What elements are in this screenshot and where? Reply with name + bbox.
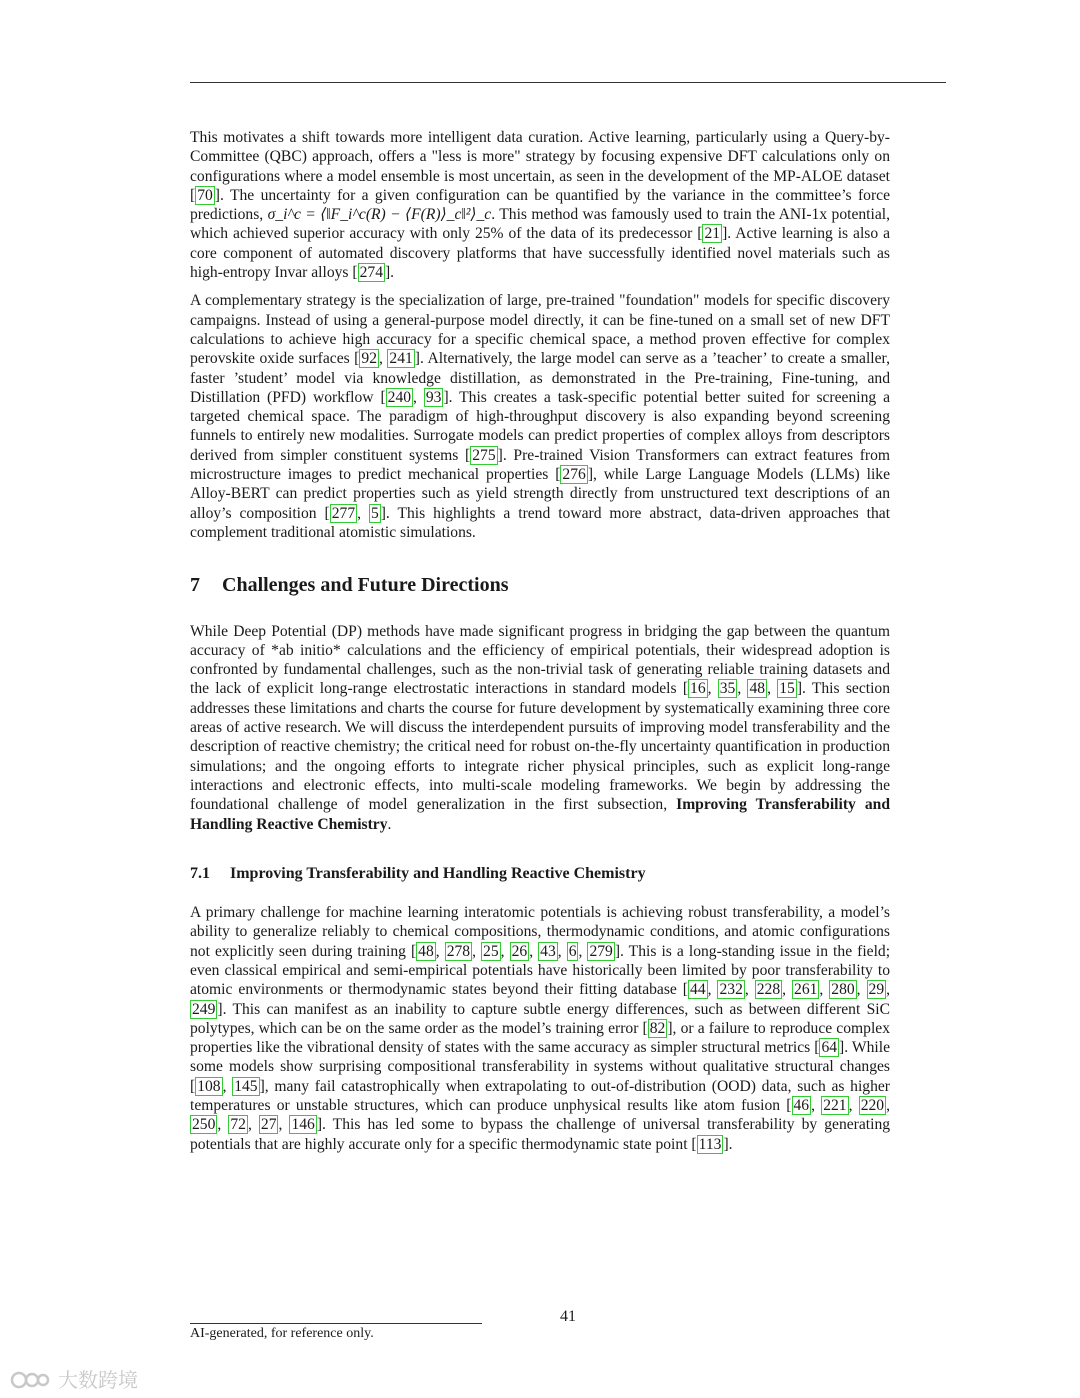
page-number: 41 [560,1308,576,1325]
citation-link[interactable]: 232 [719,981,743,999]
citation-link[interactable]: 274 [359,264,383,282]
citation-link[interactable]: 48 [418,942,434,960]
citation-link[interactable]: 16 [690,680,706,698]
citation-link[interactable]: 145 [234,1077,258,1095]
watermark [10,1364,138,1393]
citation-link[interactable]: 249 [192,1000,216,1018]
citation-link[interactable]: 46 [793,1097,810,1115]
citation-link[interactable]: 15 [779,680,795,698]
citation-link[interactable]: 278 [446,942,471,960]
citation-link[interactable]: 241 [389,350,413,368]
subsection-title: Improving Transferability and Handling Reactive Chemistry [230,864,646,882]
citation-link[interactable]: 279 [589,942,613,960]
citation-link[interactable]: 27 [260,1116,277,1134]
paragraph-active-learning: This motivates a shift towards more intelligent data curation. Active learning, particularly using a Query-by-Committee (QBC) approach, offers a "less is more" strategy by focusing expensive DFT calculations only on configurations where a model ensemble is most uncertain, as seen in the development of the MP-ALOE dataset [ 70 ]. The uncertainty for a given configuration can be quantified by the variance in the committee’s force predictions, σ_i^c = ⟨‖F_i^c(R) − ⟨F(R)⟩_c‖²⟩_c. This method was famously used to train the ANI-1x potential, which achieved superior accuracy with only 25% of the data of its predecessor [ 21 ]. Active learning is also a core component of automated discovery platforms that have successfully identified novel materials such as high-entropy Invar alloys [ 274 ]. [190,129,890,282]
citation-link[interactable]: 21 [704,225,721,243]
brand-logo-icon [10,1368,52,1390]
citation-link[interactable]: 220 [860,1097,885,1115]
section-heading [190,576,890,595]
citation-link[interactable]: 280 [831,981,855,999]
citation-link[interactable]: 261 [794,981,818,999]
citation-link[interactable]: 70 [197,186,213,204]
citation-link[interactable]: 35 [719,680,736,698]
watermark-text: 大数跨境 [58,1368,138,1392]
citation-link[interactable]: 250 [192,1116,216,1134]
paragraph-transferability: A primary challenge for machine learning interatomic potentials is achieving robust transferability, a model’s ability to generalize reliably to chemical compositions, thermodynamic conditions, and atomic configurations not explicitly seen during training [ 48 , 278 , 25 , 26 , 43 , 6 , 279 ]. This is a long-standing issue in the field; even classical empirical and semi-empirical potentials have historically been limited by poor transferability to atomic environments or thermodynamic states beyond their fitting database [ 44 , 232 , 228 , 261 , 280 , 29 , 249 ]. This can manifest as an inability to capture subtle energy differences, such as between different SiC polytypes, which can be on the same order as the model’s training error [ 82 ], or a failure to reproduce complex properties like the vibrational density of states with the same accuracy as simpler structural metrics [ 64 ]. While some models show surprising compositional transferability in systems without qualitative structural changes [ 108 , 145 ], many fail catastrophically when extrapolating to out-of-distribution (OOD) data, such as higher temperatures or unstable structures, which can produce unphysical results like atom fusion [ 46 , 221 , 220 , 250 , 72 , 27 , 146 ]. This has led some to bypass the challenge of universal transferability by generating potentials that are highly accurate only for a specific thermodynamic state point [ 113 ]. [190,904,891,1153]
citation-link[interactable]: 108 [197,1077,221,1095]
citation-link[interactable]: 25 [483,942,499,960]
citation-link[interactable]: 92 [361,350,377,368]
citation-link[interactable]: 221 [823,1097,847,1115]
paragraph-section-intro: While Deep Potential (DP) methods have made significant progress in bridging the gap between the quantum accuracy of *ab initio* calculations and the efficiency of empirical potentials, their widespread adoption is confronted by fundamental challenges, such as the non-trivial task of generating reliable training datasets and the lack of explicit long-range electrostatic interactions in standard models [ 16 , 35 , 48 , 15 ]. This section addresses these limitations and charts the course for future development by systematically examining three core areas of active research. We will discuss the interdependent pursuits of improving model transferability and the description of reactive chemistry; the critical need for robust on-the-fly uncertainty quantification in production simulations; and the ongoing efforts to integrate richer physical principles, such as explicit long-range interactions and electronic effects, into multi-scale modeling frameworks. We begin by addressing the foundational challenge of model generalization in the first subsection, Improving Transferability and Handling Reactive Chemistry. [190,622,891,833]
citation-link[interactable]: 146 [291,1116,315,1134]
citation-link[interactable]: 29 [868,981,885,999]
citation-link[interactable]: 48 [749,680,766,698]
page-body [190,128,890,1163]
citation-link[interactable]: 43 [540,942,556,960]
citation-link[interactable]: 93 [425,388,442,406]
paragraph-foundation-models: A complementary strategy is the specialization of large, pre-trained "foundation" models for specific discovery campaigns. Instead of using a general-purpose model directly, it can be fine-tuned on a small set of new DFT calculations to achieve high accuracy for a specific chemical space, a method proven effective for complex perovskite oxide surfaces [ 92 , 241 ]. Alternatively, the large model can serve as a ’teacher’ to create a smaller, faster ’student’ model via knowledge distillation, as demonstrated in the Pre-training, Fine-tuning, and Distillation (PFD) workflow [ 240 , 93 ]. This creates a task-specific potential better suited for screening a targeted chemical space. The paradigm of high-throughput discovery is also expanding beyond screening funnels to entirely new modalities. Surrogate models can predict properties of complex alloys from descriptors derived from simpler constituent systems [ 275 ]. Pre-trained Vision Transformers can extract features from microstructure images to predict mechanical properties [ 276 ], while Large Language Models (LLMs) like Alloy-BERT can predict properties such as yield strength directly from unstructured text descriptions of an alloy’s composition [ 277 , 5 ]. This highlights a trend toward more abstract, data-driven approaches that complement traditional atomistic simulations. [190,292,891,541]
citation-link[interactable]: 113 [698,1135,722,1153]
math-formula: σ_i^c = ⟨‖F_i^c(R) − ⟨F(R)⟩_c‖²⟩_c [267,206,492,224]
subsection-heading [190,864,890,883]
section-title: Challenges and Future Directions [222,574,509,597]
citation-link[interactable]: 6 [568,942,577,960]
citation-link[interactable]: 276 [562,466,586,484]
bold-phrase: Improving Transferability and Handling Reactive Chemistry [190,796,891,833]
citation-link[interactable]: 277 [331,504,356,522]
subsection-number: 7.1 [190,864,210,882]
header-rule [190,82,946,83]
citation-link[interactable]: 5 [370,504,379,522]
citation-link[interactable]: 72 [230,1116,246,1134]
section-number: 7 [190,574,200,597]
citation-link[interactable]: 44 [690,981,706,999]
citation-link[interactable]: 228 [756,981,781,999]
citation-link[interactable]: 64 [821,1039,838,1057]
citation-link[interactable]: 275 [472,446,496,464]
footnote: AI-generated, for reference only. [190,1326,374,1341]
footnote-rule [190,1323,482,1324]
citation-link[interactable]: 82 [649,1019,666,1037]
citation-link[interactable]: 240 [387,388,412,406]
citation-link[interactable]: 26 [511,942,528,960]
